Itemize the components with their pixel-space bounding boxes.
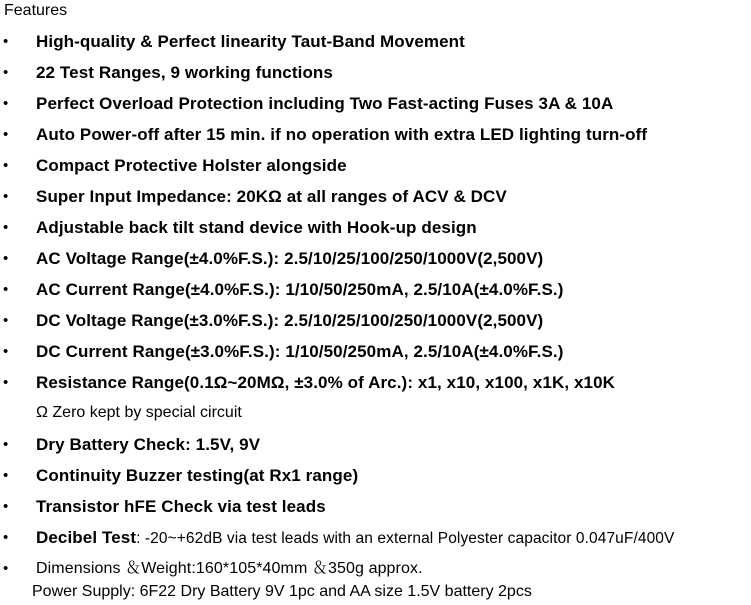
bullet-icon: • <box>3 312 9 329</box>
features-heading: Features <box>4 2 68 19</box>
bullet-icon: • <box>3 281 9 298</box>
feature-text: Continuity Buzzer testing(at Rx1 range) <box>36 466 359 485</box>
feature-text: Transistor hFE Check via test leads <box>36 497 326 516</box>
feature-text: High-quality & Perfect linearity Taut-Band Movement <box>36 32 465 51</box>
feature-text: DC Voltage Range(±3.0%F.S.): 2.5/10/25/100/250/1000V(2,500V) <box>36 311 544 330</box>
feature-text: Super Input Impedance: 20KΩ at all ranges of ACV & DCV <box>36 187 507 206</box>
bullet-icon: • <box>3 374 9 391</box>
bullet-icon: • <box>3 436 9 453</box>
resistance-note: Ω Zero kept by special circuit <box>36 404 242 421</box>
bullet-icon: • <box>3 188 9 205</box>
decibel-label: Decibel Test <box>36 528 137 547</box>
feature-text: Adjustable back tilt stand device with Hook-up design <box>36 218 477 237</box>
bullet-icon: • <box>3 64 9 81</box>
feature-text: Resistance Range(0.1Ω~20MΩ, ±3.0% of Arc.): x1, x10, x100, x1K, x10K <box>36 373 616 392</box>
bullet-icon: • <box>3 95 9 112</box>
bullet-icon: • <box>3 126 9 143</box>
bullet-icon: • <box>3 467 9 484</box>
bullet-icon: • <box>3 33 9 50</box>
feature-text: Auto Power-off after 15 min. if no operation with extra LED lighting turn-off <box>36 125 648 144</box>
bullet-icon: • <box>3 157 9 174</box>
bullet-icon: • <box>3 560 9 577</box>
dimensions-text: Dimensions ＆Weight:160*105*40mm ＆350g approx. <box>36 560 423 577</box>
feature-text: DC Current Range(±3.0%F.S.): 1/10/50/250mA, 2.5/10A(±4.0%F.S.) <box>36 342 564 361</box>
bullet-icon: • <box>3 529 9 546</box>
bullet-icon: • <box>3 343 9 360</box>
feature-text: Dry Battery Check: 1.5V, 9V <box>36 435 261 454</box>
feature-text: 22 Test Ranges, 9 working functions <box>36 63 333 82</box>
feature-text <box>36 525 674 552</box>
feature-text: AC Current Range(±4.0%F.S.): 1/10/50/250mA, 2.5/10A(±4.0%F.S.) <box>36 280 564 299</box>
decibel-detail: : -20~+62dB via test leads with an external Polyester capacitor 0.047uF/400V <box>136 530 675 547</box>
bullet-icon: • <box>3 498 9 515</box>
power-supply: Power Supply: 6F22 Dry Battery 9V 1pc and AA size 1.5V battery 2pcs <box>32 583 532 600</box>
feature-text: Perfect Overload Protection including Two Fast-acting Fuses 3A & 10A <box>36 94 614 113</box>
feature-text: Compact Protective Holster alongside <box>36 156 347 175</box>
bullet-icon: • <box>3 219 9 236</box>
bullet-icon: • <box>3 250 9 267</box>
feature-text: AC Voltage Range(±4.0%F.S.): 2.5/10/25/100/250/1000V(2,500V) <box>36 249 544 268</box>
